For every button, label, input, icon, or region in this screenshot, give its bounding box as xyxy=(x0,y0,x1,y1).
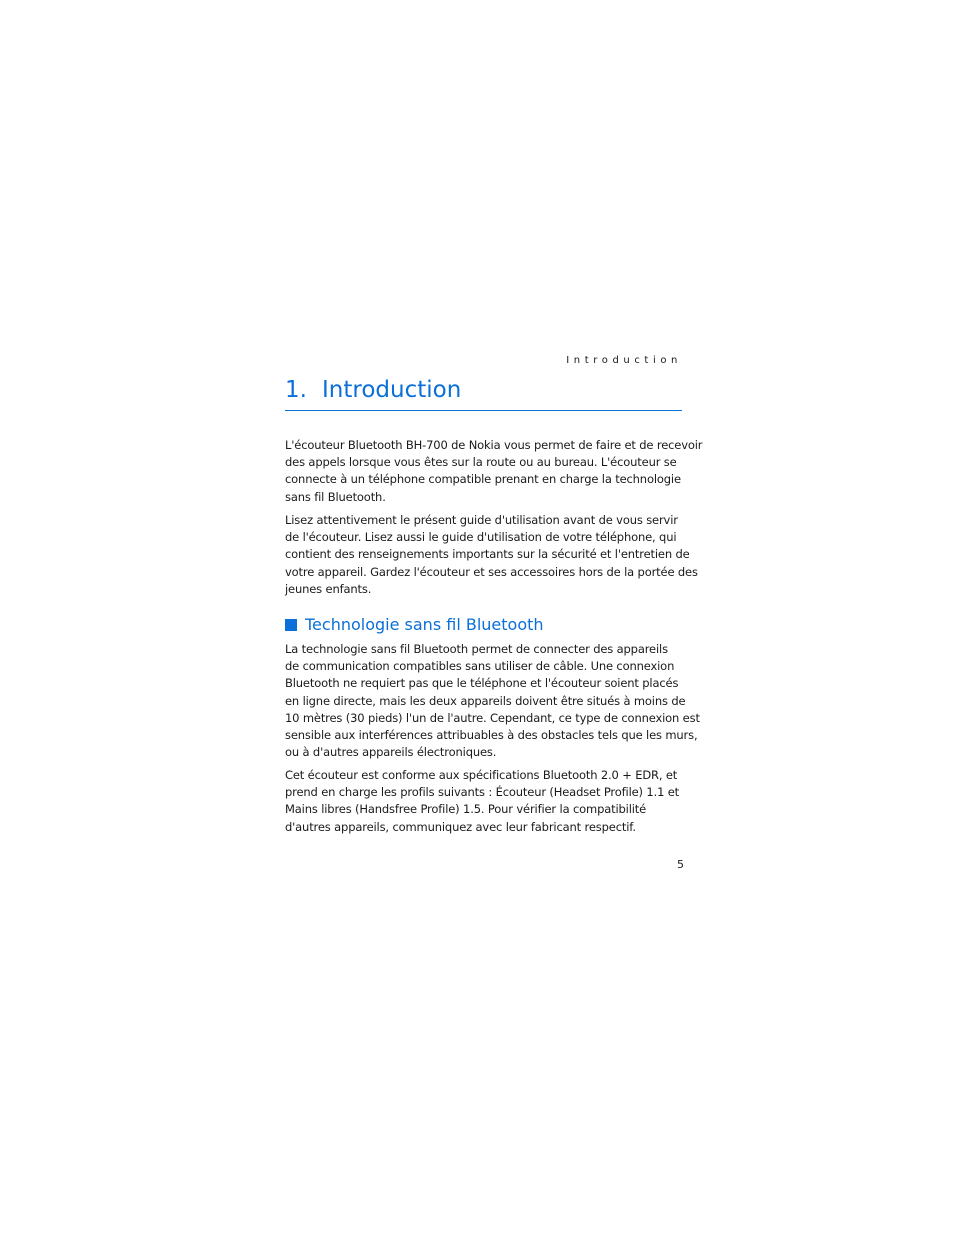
paragraph-line: Cet écouteur est conforme aux spécifications Bluetooth 2.0 + EDR, et xyxy=(285,768,678,782)
running-header: Introduction xyxy=(566,355,682,366)
paragraph-line: d'autres appareils, communiquez avec leur fabricant respectif. xyxy=(285,819,636,834)
chapter-title-rule xyxy=(285,410,682,411)
paragraph-line: Lisez attentivement le présent guide d'utilisation avant de vous servir xyxy=(285,513,678,527)
paragraph-line: ou à d'autres appareils électroniques. xyxy=(285,745,497,760)
paragraph-line: votre appareil. Gardez l'écouteur et ses accessoires hors de la portée des xyxy=(285,564,698,579)
intro-paragraph-1 xyxy=(285,437,703,506)
chapter-number: 1. xyxy=(285,377,307,403)
paragraph-line: prend en charge les profils suivants : Écouteur (Headset Profile) 1.1 et xyxy=(285,785,680,800)
paragraph-line: 10 mètres (30 pieds) l'un de l'autre. Cependant, ce type de connexion est xyxy=(285,710,700,725)
paragraph-line: jeunes enfants. xyxy=(285,581,372,596)
paragraph-line: Mains libres (Handsfree Profile) 1.5. Pour vérifier la compatibilité xyxy=(285,802,647,817)
paragraph-line: Bluetooth ne requiert pas que le téléphone et l'écouteur soient placés xyxy=(285,676,679,691)
chapter-title xyxy=(285,377,682,403)
page-number: 5 xyxy=(677,858,684,871)
paragraph-line: de l'écouteur. Lisez aussi le guide d'utilisation de votre téléphone, qui xyxy=(285,530,677,545)
paragraph-line: de communication compatibles sans utiliser de câble. Une connexion xyxy=(285,659,675,674)
paragraph-line: sans fil Bluetooth. xyxy=(285,489,386,504)
section-paragraph-2 xyxy=(285,767,685,836)
section-heading xyxy=(285,614,685,636)
paragraph-line: en ligne directe, mais les deux appareils doivent être situés à moins de xyxy=(285,693,686,708)
paragraph-line: L'écouteur Bluetooth BH-700 de Nokia vous permet de faire et de recevoir xyxy=(285,438,703,452)
paragraph-line: contient des renseignements importants sur la sécurité et l'entretien de xyxy=(285,547,690,562)
paragraph-line: La technologie sans fil Bluetooth permet de connecter des appareils xyxy=(285,642,668,656)
chapter-title-text: Introduction xyxy=(322,377,462,403)
paragraph-line: des appels lorsque vous êtes sur la route ou au bureau. L'écouteur se xyxy=(285,455,677,470)
paragraph-line: connecte à un téléphone compatible prenant en charge la technologie xyxy=(285,472,681,487)
square-bullet-icon xyxy=(285,619,297,631)
paragraph-line: sensible aux interférences attribuables à des obstacles tels que les murs, xyxy=(285,728,698,743)
section-paragraph-1 xyxy=(285,641,700,761)
intro-paragraph-2 xyxy=(285,512,698,598)
section-title: Technologie sans fil Bluetooth xyxy=(305,615,544,634)
